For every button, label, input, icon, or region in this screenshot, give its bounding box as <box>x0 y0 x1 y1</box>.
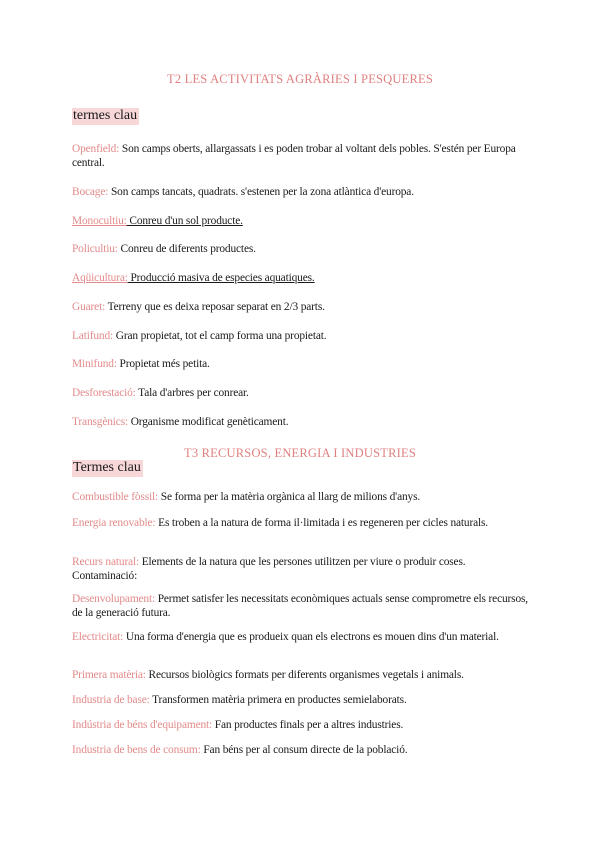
term-definition: Se forma per la matèria orgànica al llarg de milions d'anys. <box>158 491 421 503</box>
term-definition: Organisme modificat genèticament. <box>128 416 289 428</box>
term-label: Combustible fòssil: <box>72 491 159 503</box>
term-label: Transgènics: <box>72 416 128 428</box>
term-entry <box>72 555 532 583</box>
term-entry <box>72 329 532 343</box>
term-label: Minifund: <box>72 358 117 370</box>
term-label: Latifund: <box>72 330 114 342</box>
term-definition: Elements de la natura que les persones utilitzen per viure o produir coses. <box>139 556 466 568</box>
term-entry <box>72 357 532 371</box>
section2-title: T3 RECURSOS, ENERGIA I INDUSTRIES <box>184 446 416 460</box>
term-entry <box>72 592 532 620</box>
term-label: Aqüicultura: <box>72 272 128 284</box>
term-definition: Terreny que es deixa reposar separat en 2/3 parts. <box>105 301 325 313</box>
term-definition: Producció masiva de especies aquatiques. <box>127 272 315 284</box>
term-definition: Conreu de diferents productes. <box>117 243 256 255</box>
section1-heading: termes clau <box>73 108 138 123</box>
term-definition: Conreu d'un sol producte. <box>126 215 243 227</box>
term-label: Bocage: <box>72 186 109 198</box>
term-entry <box>72 415 532 429</box>
term-entry <box>72 185 532 199</box>
term-definition: Son camps oberts, allargassats i es poden trobar al voltant dels pobles. S'estén per Europa central. <box>72 143 516 169</box>
term-definition: Es troben a la natura de forma il·limitada i es regeneren per cicles naturals. <box>155 517 489 529</box>
term-label: Primera matèria: <box>72 669 146 681</box>
term-entry <box>72 242 532 256</box>
term-label: Guaret: <box>72 301 106 313</box>
term-label: Electricitat: <box>72 631 124 643</box>
term-entry <box>72 300 532 314</box>
term-label: Desforestació: <box>72 387 136 399</box>
term-label: Policultiu: <box>72 243 118 255</box>
term-definition: Permet satisfer les necessitats econòmiques actuals sense comprometre els recursos, de la generació futura. <box>72 593 528 619</box>
term-label: Monocultiu: <box>72 215 127 227</box>
contamination-label: Contaminació: <box>72 570 138 582</box>
term-entry <box>72 693 532 707</box>
term-label: Indústria de béns d'equipament: <box>72 719 213 731</box>
term-entry <box>72 743 532 757</box>
term-label: Openfield: <box>72 143 120 155</box>
term-definition: Una forma d'energia que es produeix quan els electrons es mouen dins d'un material. <box>123 631 499 643</box>
term-entry <box>72 142 532 170</box>
term-entry <box>72 386 532 400</box>
section1-title: T2 LES ACTIVITATS AGRÀRIES I PESQUERES <box>167 72 433 86</box>
term-entry <box>72 516 532 530</box>
term-definition: Transformen matèria primera en productes semielaborats. <box>149 694 407 706</box>
term-label: Desenvolupament: <box>72 593 156 605</box>
term-definition: Son camps tancats, quadrats. s'estenen per la zona atlàntica d'europa. <box>108 186 414 198</box>
term-definition: Recursos biològics formats per diferents organismes vegetals i animals. <box>145 669 464 681</box>
term-label: Industria de base: <box>72 694 150 706</box>
term-entry <box>72 214 532 228</box>
term-definition: Tala d'arbres per conrear. <box>135 387 249 399</box>
term-entry <box>72 668 532 682</box>
term-entry <box>72 630 532 644</box>
term-label: Industria de bens de consum: <box>72 744 201 756</box>
term-entry <box>72 490 532 504</box>
term-definition: Fan béns per al consum directe de la població. <box>200 744 408 756</box>
term-entry <box>72 718 532 732</box>
term-label: Energia renovable: <box>72 517 156 529</box>
term-definition: Gran propietat, tot el camp forma una propietat. <box>113 330 327 342</box>
section2-heading: Termes clau <box>73 460 141 475</box>
term-definition: Fan productes finals per a altres industries. <box>212 719 404 731</box>
term-definition: Propietat més petita. <box>116 358 210 370</box>
term-label: Recurs natural: <box>72 556 140 568</box>
term-entry <box>72 271 532 285</box>
